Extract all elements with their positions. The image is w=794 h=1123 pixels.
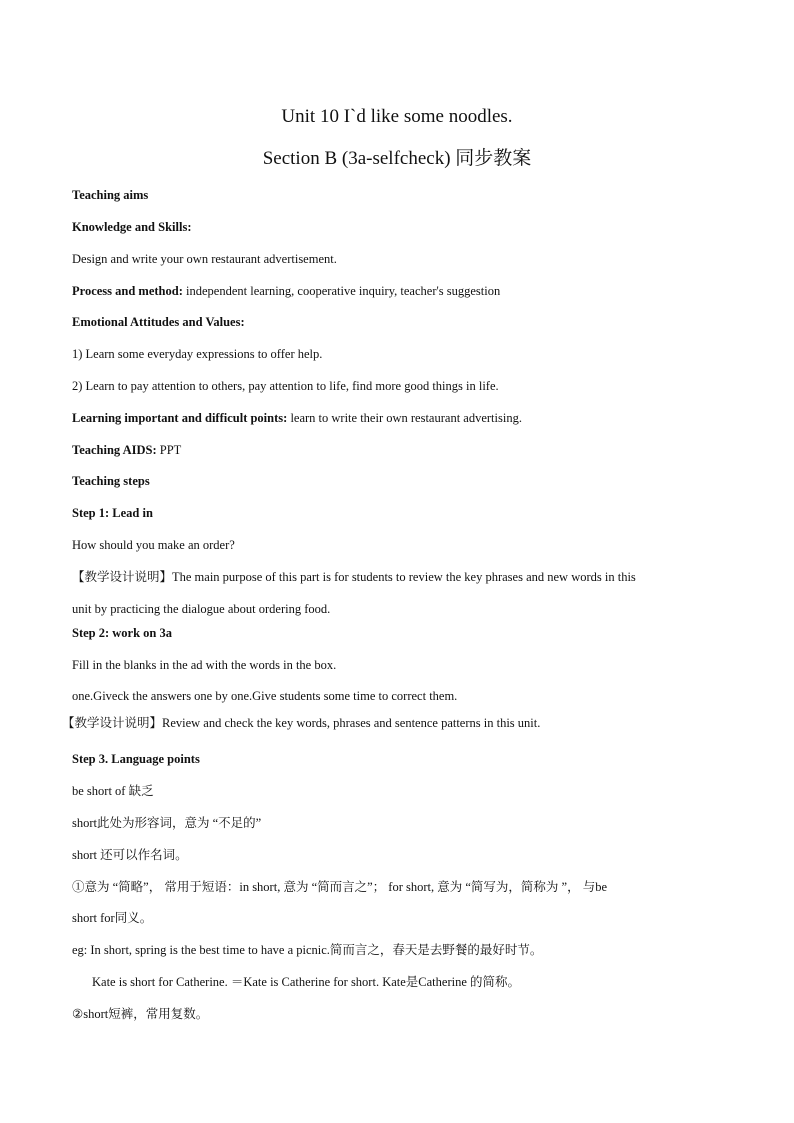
language-point-2: short此处为形容词，意为 “不足的” bbox=[72, 816, 262, 830]
points-label: Learning important and difficult points: bbox=[72, 411, 288, 425]
language-point-example-1: eg: In short, spring is the best time to have a picnic.简而言之，春天是去野餐的最好时节。 bbox=[72, 943, 543, 957]
document-title: Unit 10 I`d like some noodles. bbox=[281, 106, 513, 127]
process-text: independent learning, cooperative inquiry, teacher's suggestion bbox=[182, 284, 501, 298]
language-point-4-line-1: ①意为 “简略”， 常用于短语：in short, 意为 “简而言之”； for short, 意为 “简写为，简称为 ”， 与be bbox=[72, 880, 608, 894]
document-subtitle: Section B (3a-selfcheck) 同步教案 bbox=[262, 148, 532, 169]
teaching-steps-heading: Teaching steps bbox=[72, 474, 150, 488]
emotional-item-2: 2) Learn to pay attention to others, pay attention to life, find more good things in life. bbox=[72, 379, 499, 393]
design-note-1-line-1: 【教学设计说明】The main purpose of this part is for students to review the key phrases and new words in this bbox=[72, 570, 636, 584]
aids-paragraph bbox=[72, 442, 732, 458]
emotional-heading: Emotional Attitudes and Values: bbox=[72, 315, 245, 329]
language-point-example-2: Kate is short for Catherine. ＝Kate is Catherine for short. Kate是Catherine 的简称。 bbox=[92, 975, 521, 989]
points-text: learn to write their own restaurant advertising. bbox=[287, 411, 522, 425]
knowledge-text: Design and write your own restaurant advertisement. bbox=[72, 252, 337, 266]
design-note-2: 【教学设计说明】Review and check the key words, phrases and sentence patterns in this unit. bbox=[62, 716, 541, 730]
language-point-4-line-2: short for同义。 bbox=[72, 911, 153, 925]
language-point-1: be short of 缺乏 bbox=[72, 784, 154, 798]
process-label: Process and method: bbox=[72, 284, 183, 298]
step2-heading: Step 2: work on 3a bbox=[72, 626, 173, 640]
knowledge-heading: Knowledge and Skills: bbox=[72, 220, 192, 234]
step3-heading: Step 3. Language points bbox=[72, 752, 200, 766]
design-note-1-line-2: unit by practicing the dialogue about ordering food. bbox=[72, 602, 331, 616]
emotional-item-1: 1) Learn some everyday expressions to offer help. bbox=[72, 347, 323, 361]
step1-heading: Step 1: Lead in bbox=[72, 506, 153, 520]
language-point-7: ②short短裤，常用复数。 bbox=[72, 1007, 209, 1021]
language-point-3: short 还可以作名词。 bbox=[72, 848, 188, 862]
step1-text: How should you make an order? bbox=[72, 538, 235, 552]
process-paragraph bbox=[72, 283, 732, 299]
points-paragraph bbox=[72, 410, 732, 426]
teaching-aims-heading: Teaching aims bbox=[72, 188, 149, 202]
step2-text-2: one.Giveck the answers one by one.Give students some time to correct them. bbox=[72, 689, 458, 703]
step2-text-1: Fill in the blanks in the ad with the words in the box. bbox=[72, 658, 337, 672]
aids-label: Teaching AIDS: bbox=[72, 443, 157, 457]
aids-text: PPT bbox=[156, 443, 182, 457]
